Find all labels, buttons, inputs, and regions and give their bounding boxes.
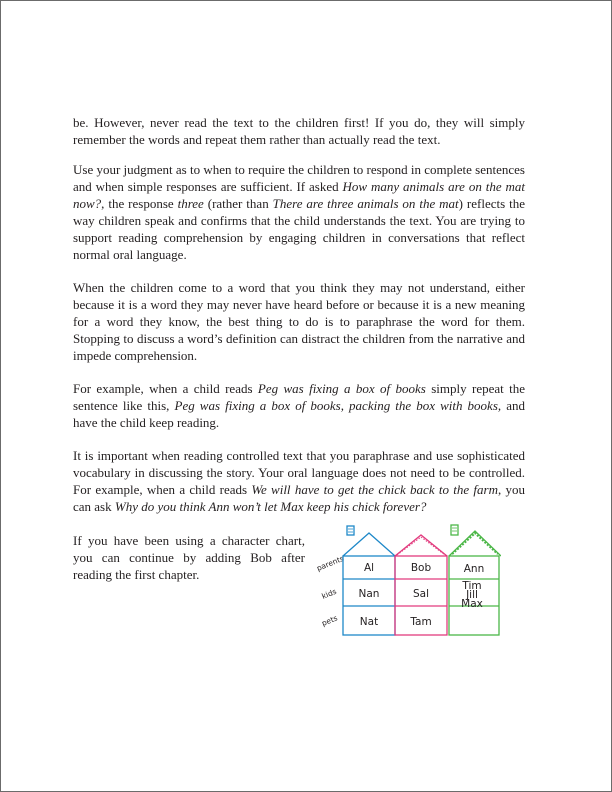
house-2-roof (395, 535, 447, 556)
character-chart (311, 519, 501, 639)
house-3-chimney (451, 525, 458, 535)
p5-text-c: , you can ask (73, 482, 525, 514)
p2-text-g: ) reflects the way children speak and confirms that the child understands the text. You are trying to support reading comprehension by engaging children in conversations that reflect normal oral language. (73, 196, 525, 262)
p2-italic-answer: There are three animals on the mat (272, 196, 459, 211)
p4-text-e: and have the child keep reading. (73, 398, 525, 430)
character-chart-note (73, 532, 305, 583)
house-1-pet: Nat (359, 616, 379, 628)
p5-text-a: It is important when reading controlled text that you paraphrase and use sophisticated vocabulary in discussing the story. Your oral language does not need to be controlled. For example, when a child reads (73, 448, 525, 497)
paragraph-3 (73, 279, 525, 364)
paragraph-2 (73, 161, 525, 263)
p2-text-c: , the response (101, 196, 178, 211)
house-2-parent: Bob (410, 562, 432, 574)
p4-text-a: For example, when a child reads (73, 381, 258, 396)
paragraph-1-text: be. However, never read the text to the children first! If you do, they will simply remember the words and repeat them rather than actually read the text. (73, 115, 525, 147)
p2-italic-question: How many animals are on the mat now? (73, 179, 526, 211)
row-label-pets: pets (320, 613, 339, 628)
character-chart-note-text: If you have been using a character chart, you can continue by adding Bob after reading the first chapter. (73, 533, 305, 582)
p4-text-c: simply repeat the sentence like this, (73, 381, 526, 413)
main-text (73, 114, 525, 528)
paragraph-3-text: When the children come to a word that you think they may not understand, either because it is a word they may never have heard before or because it is a new meaning for a word they know, the best thing to do is to paraphrase the word for them. Stopping to discuss a word’s definition can distract the children from the narrative and impede comprehension. (73, 280, 525, 363)
p5-italic-question: Why do you think Ann won’t let Max keep his chick forever? (114, 499, 427, 514)
paragraph-4 (73, 380, 525, 431)
row-label-kids: kids (320, 586, 338, 601)
house-1-chimney (347, 526, 354, 535)
house-3-kid-2: Jill (466, 589, 478, 601)
paragraph-1 (73, 114, 525, 148)
house-1-parent: Al (363, 562, 375, 574)
p2-text-a: Use your judgment as to when to require the children to respond in complete sentences and when simple responses are sufficient. If asked (73, 162, 525, 194)
house-3-kid-1: Tim (462, 580, 482, 592)
character-chart-graphic (311, 519, 501, 639)
house-2-pet: Tam (410, 616, 432, 628)
house-3-kid-3: Max (461, 598, 483, 610)
p5-italic-sentence: We will have to get the chick back to the farm (251, 482, 498, 497)
house-1-kid: Nan (358, 588, 380, 600)
house-2-kid: Sal (412, 588, 430, 600)
p4-italic-paraphrase: Peg was fixing a box of books, packing the box with books, (174, 398, 502, 413)
p4-italic-sentence: Peg was fixing a box of books (257, 381, 426, 396)
house-1-roof (343, 533, 395, 556)
row-label-parents: parents (315, 553, 346, 573)
p2-italic-three: three (177, 196, 204, 211)
p2-text-e: (rather than (203, 196, 273, 211)
paragraph-5 (73, 447, 525, 515)
house-3-parent: Ann (463, 563, 485, 575)
